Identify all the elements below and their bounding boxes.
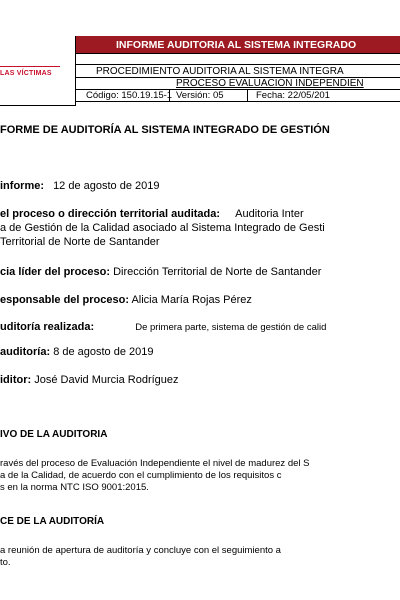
section-alcance-title: CE DE LA AUDITORÍA — [0, 516, 105, 527]
field-fecha-value: 8 de agosto de 2019 — [53, 346, 154, 358]
field-responsable — [0, 294, 252, 306]
section-alcance-line-1: a reunión de apertura de auditoría y concluye con el seguimiento a — [0, 545, 281, 556]
logo-rule — [0, 66, 60, 67]
section-alcance-line-2: to. — [0, 557, 11, 568]
header-info — [76, 36, 400, 102]
field-proceso-value-2: a de Gestión de la Calidad asociado al Sistema Integrado de Gesti — [0, 222, 325, 234]
field-informe-value: 12 de agosto de 2019 — [53, 180, 160, 192]
field-proceso — [0, 208, 304, 220]
section-objetivo-title: IVO DE LA AUDITORIA — [0, 429, 108, 440]
section-objetivo-line-2: a de la Calidad, de acuerdo con el cumplimiento de los requisitos c — [0, 470, 282, 481]
field-responsable-label: esponsable del proceso: — [0, 294, 129, 306]
field-tipo — [0, 321, 326, 333]
field-proceso-value-3: Territorial de Norte de Santander — [0, 236, 160, 248]
header-procedure: PROCEDIMIENTO AUDITORIA AL SISTEMA INTEGRA — [76, 64, 400, 78]
section-objetivo-line-1: ravés del proceso de Evaluación Independiente el nivel de madurez del S — [0, 458, 310, 469]
section-objetivo-line-3: s en la norma NTC ISO 9001:2015. — [0, 482, 149, 493]
field-proceso-label: el proceso o dirección territorial auditada: — [0, 208, 221, 220]
field-auditor-value: José David Murcia Rodríguez — [34, 374, 179, 386]
field-auditor — [0, 374, 179, 386]
header-title: INFORME AUDITORIA AL SISTEMA INTEGRADO — [76, 36, 400, 54]
field-informe — [0, 180, 160, 192]
document-title: FORME DE AUDITORÍA AL SISTEMA INTEGRADO DE GESTIÓN — [0, 124, 330, 136]
header-date: Fecha: 22/05/201 — [256, 90, 330, 101]
header-code: Código: 150.19.15-1 — [76, 90, 170, 101]
field-lider — [0, 266, 321, 278]
field-fecha-label: auditoría: — [0, 346, 51, 358]
field-tipo-value: De primera parte, sistema de gestión de calid — [135, 322, 327, 333]
field-fecha — [0, 346, 154, 358]
header-process — [76, 78, 400, 90]
header-meta — [76, 90, 400, 102]
header-process-text: PROCESO EVALUACIÓN INDEPENDIEN — [176, 78, 364, 89]
field-proceso-value-1: Auditoria Inter — [235, 208, 304, 220]
logo — [0, 36, 76, 106]
field-informe-label: informe: — [0, 180, 44, 192]
field-responsable-value: Alicia María Rojas Pérez — [131, 294, 252, 306]
logo-text: LAS VÍCTIMAS — [0, 70, 52, 77]
field-lider-value: Dirección Territorial de Norte de Santander — [113, 266, 322, 278]
field-auditor-label: iditor: — [0, 374, 32, 386]
field-lider-label: cia líder del proceso: — [0, 266, 111, 278]
field-tipo-label: uditoría realizada: — [0, 321, 95, 333]
header-version: Versión: 05 — [170, 90, 248, 101]
